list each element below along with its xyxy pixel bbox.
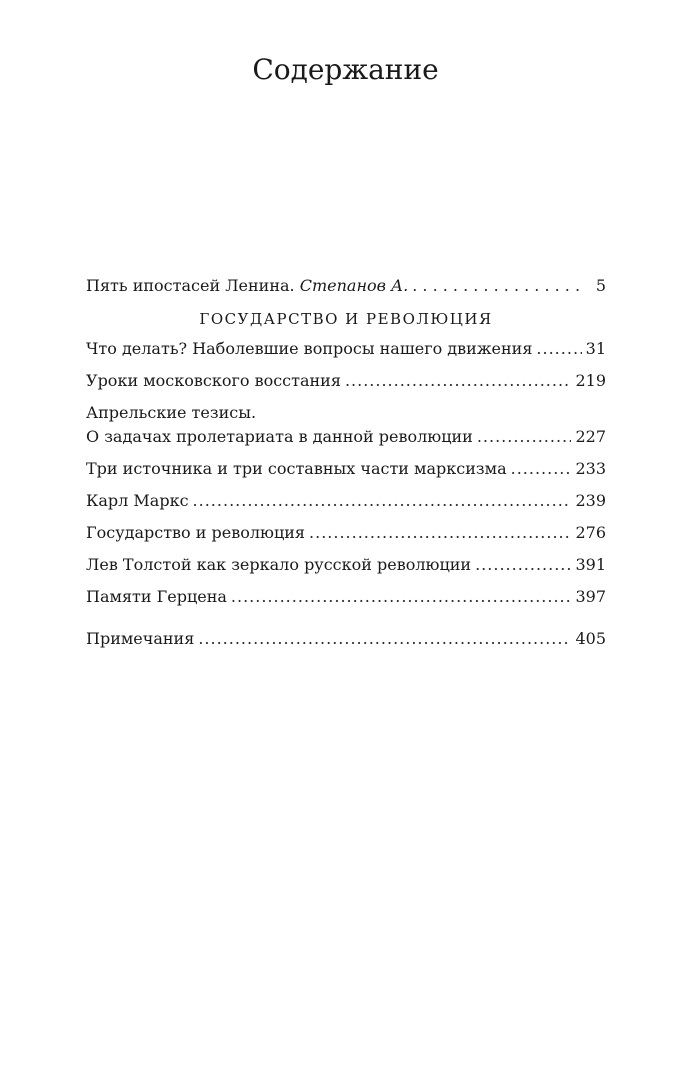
dot-leader	[477, 425, 572, 449]
toc-entry-title-line1: Апрельские тезисы.	[86, 403, 257, 422]
table-of-contents	[86, 274, 606, 651]
dot-leader	[309, 521, 571, 545]
toc-entry[interactable]	[86, 369, 606, 393]
dot-leader	[536, 337, 581, 361]
toc-entry[interactable]	[86, 585, 606, 609]
toc-entry[interactable]	[86, 489, 606, 513]
section-heading: ГОСУДАРСТВО И РЕВОЛЮЦИЯ	[199, 310, 493, 328]
toc-entry-page: 233	[575, 459, 606, 478]
dot-leader	[345, 369, 572, 393]
toc-entry[interactable]	[86, 553, 606, 577]
toc-entry-page: 276	[575, 523, 606, 542]
toc-entry-title: Уроки московского восстания	[86, 371, 341, 390]
toc-entry-title: Примечания	[86, 629, 195, 648]
toc-entry-page: 5	[595, 276, 606, 295]
toc-entry-title: Три источника и три составных части марксизма	[86, 459, 507, 478]
toc-entry-author: Степанов А.	[299, 276, 409, 295]
toc-entry-page: 397	[575, 587, 606, 606]
toc-entry-title: Что делать? Наболевшие вопросы нашего движения	[86, 339, 533, 358]
dot-leader	[231, 585, 572, 609]
toc-entry[interactable]	[86, 337, 606, 361]
toc-entry-title-plain: Пять ипостасей Ленина.	[86, 276, 300, 295]
toc-entry-title	[86, 274, 408, 298]
toc-entry[interactable]	[86, 521, 606, 545]
toc-entry-intro[interactable]	[86, 274, 606, 298]
toc-entry-title: Лев Толстой как зеркало русской революции	[86, 555, 472, 574]
toc-entry-title: Памяти Герцена	[86, 587, 227, 606]
dot-leader	[511, 457, 572, 481]
toc-entry-title: Государство и революция	[86, 523, 306, 542]
dot-leader	[412, 274, 586, 298]
toc-entry-page: 227	[575, 427, 606, 446]
toc-entry-page: 219	[575, 371, 606, 390]
toc-entry-page: 239	[575, 491, 606, 510]
toc-entry-title: Карл Маркс	[86, 491, 189, 510]
toc-entry-page: 391	[575, 555, 606, 574]
toc-entry-notes[interactable]	[86, 627, 606, 651]
dot-leader	[193, 489, 572, 513]
toc-entry-page: 405	[575, 629, 606, 648]
page-title: Содержание	[252, 53, 439, 86]
toc-entry[interactable]	[86, 425, 606, 449]
toc-entry-title: О задачах пролетариата в данной революции	[86, 427, 473, 446]
dot-leader	[198, 627, 571, 651]
dot-leader	[475, 553, 571, 577]
toc-entry[interactable]	[86, 457, 606, 481]
toc-entry-page: 31	[585, 339, 606, 358]
